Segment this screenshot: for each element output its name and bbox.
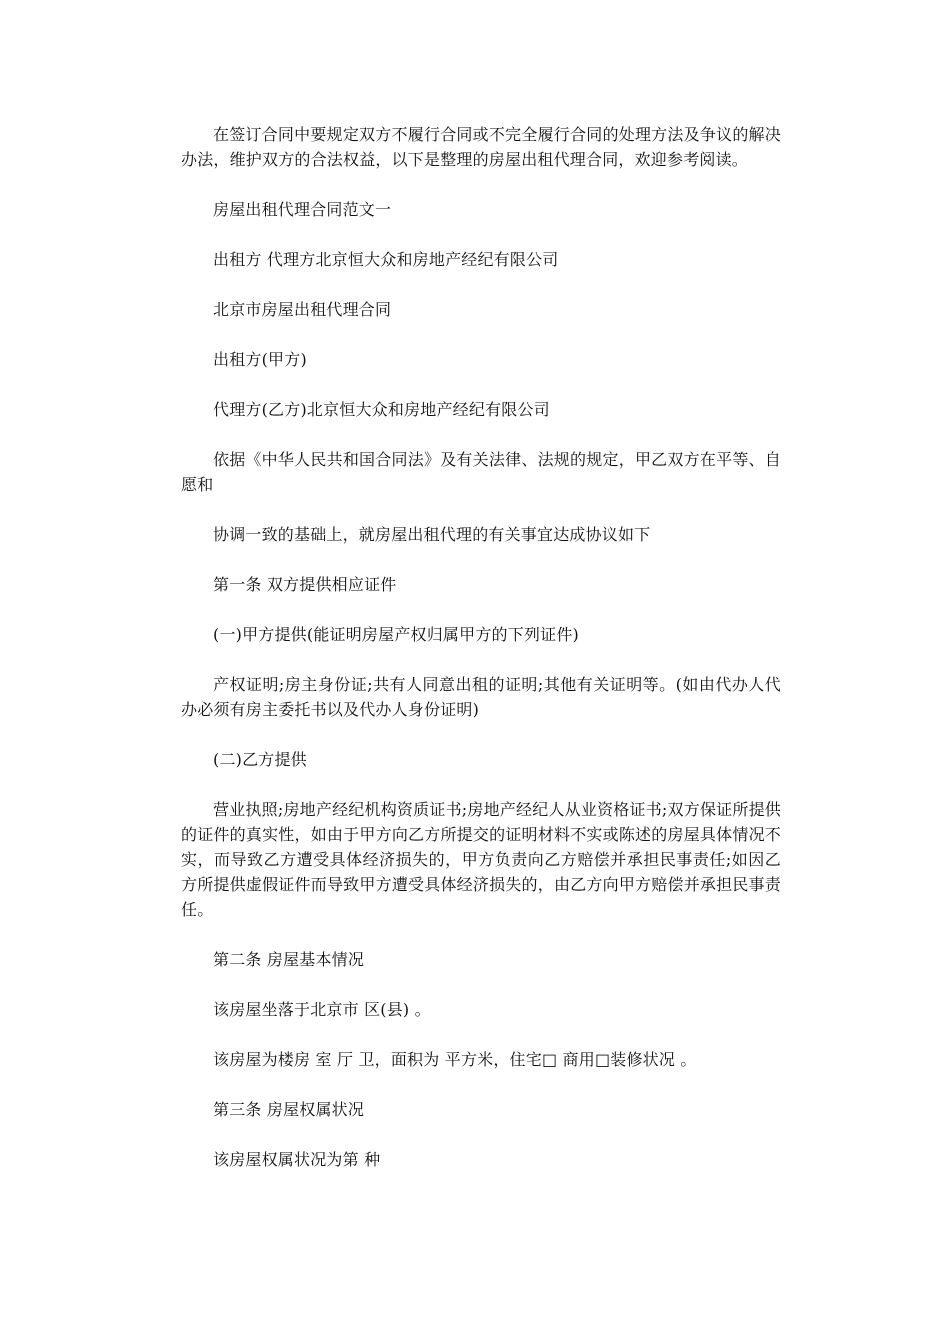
parties-line: 出租方 代理方北京恒大众和房地产经纪有限公司 (213, 250, 559, 269)
sample-title: 房屋出租代理合同范文一 (213, 200, 392, 219)
article-3-heading: 第三条 房屋权属状况 (213, 1100, 365, 1119)
article-1-heading: 第一条 双方提供相应证件 (213, 575, 397, 594)
agreement-paragraph: 协调一致的基础上，就房屋出租代理的有关事宜达成协议如下 (213, 525, 651, 544)
agent-line: 代理方(乙方)北京恒大众和房地产经纪有限公司 (213, 400, 550, 419)
contract-title: 北京市房屋出租代理合同 (213, 300, 392, 319)
article-2-heading: 第二条 房屋基本情况 (213, 950, 365, 969)
house-details-line: 该房屋为楼房 室 厅 卫，面积为 平方米，住宅□ 商用□装修状况 。 (213, 1050, 697, 1069)
party-b-documents-heading: (二)乙方提供 (213, 750, 307, 769)
legal-basis-paragraph: 依据《中华人民共和国合同法》及有关法律、法规的规定，甲乙双方在平等、自愿和 (181, 450, 781, 494)
document-body (181, 122, 781, 1197)
lessor-line: 出租方(甲方) (213, 350, 307, 369)
house-location-line: 该房屋坐落于北京市 区(县) 。 (213, 1000, 431, 1019)
party-a-documents-paragraph: 产权证明;房主身份证;共有人同意出租的证明;其他有关证明等。(如由代办人代办必须有房主委托书以及代办人身份证明) (181, 675, 781, 719)
ownership-line: 该房屋权属状况为第 种 (213, 1150, 381, 1169)
party-b-documents-paragraph: 营业执照;房地产经纪机构资质证书;房地产经纪人从业资格证书;双方保证所提供的证件的真实性，如由于甲方向乙方所提交的证明材料不实或陈述的房屋具体情况不实，而导致乙方遭受具体经济损失的，甲方负责向乙方赔偿并承担民事责任;如因乙方所提供虚假证件而导致甲方遭受具体经济损失的，由乙方向甲方赔偿并承担民事责任。 (181, 800, 781, 919)
intro-paragraph: 在签订合同中要规定双方不履行合同或不完全履行合同的处理方法及争议的解决办法，维护双方的合法权益，以下是整理的房屋出租代理合同，欢迎参考阅读。 (181, 125, 781, 169)
party-a-documents-heading: (一)甲方提供(能证明房屋产权归属甲方的下列证件) (213, 625, 579, 644)
